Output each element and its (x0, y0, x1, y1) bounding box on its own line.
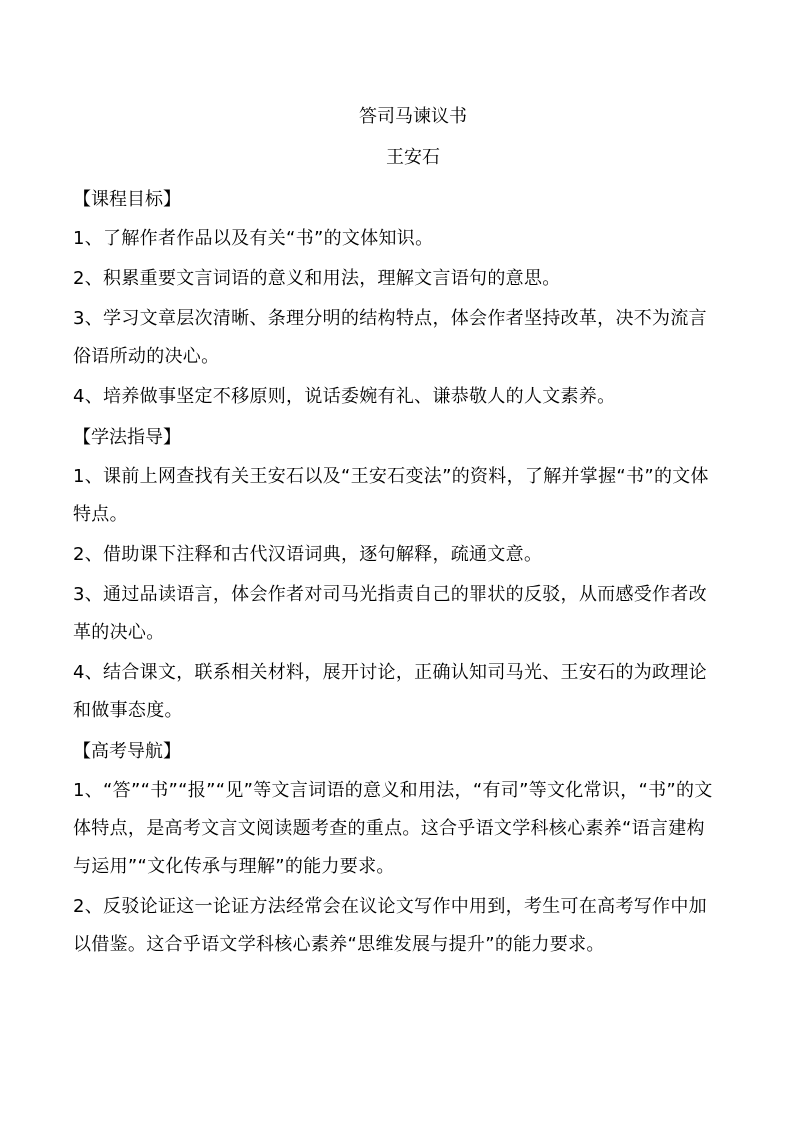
list-item: 1、课前上网查找有关王安石以及“王安石变法”的资料，了解并掌握“书”的文体特点。 (73, 466, 709, 525)
list-item: 4、结合课文，联系相关材料，展开讨论，正确认知司马光、王安石的为政理论和做事态度。 (73, 662, 707, 721)
list-item: 3、学习文章层次清晰、条理分明的结构特点，体会作者坚持改革，决不为流言俗语所动的决心。 (73, 308, 707, 367)
section-heading: 【学法指导】 (73, 427, 181, 448)
section-course-goals (73, 180, 723, 416)
list-item: 2、积累重要文言词语的意义和用法，理解文言语句的意思。 (73, 268, 561, 289)
section-heading: 【高考导航】 (73, 741, 181, 762)
document-title: 答司马谏议书 (359, 106, 467, 127)
list-item: 4、培养做事坚定不移原则，说话委婉有礼、谦恭敬人的人文素养。 (73, 386, 616, 407)
section-heading: 【课程目标】 (73, 189, 181, 210)
list-item: 2、反驳论证这一论证方法经常会在议论文写作中用到，考生可在高考写作中加以借鉴。这合乎语文学科核心素养“思维发展与提升”的能力要求。 (73, 896, 707, 955)
document-page (73, 98, 723, 966)
list-item: 3、通过品读语言，体会作者对司马光指责自己的罪状的反驳，从而感受作者改革的决心。 (73, 584, 707, 643)
list-item: 1、“答”“书”“报”“见”等文言词语的意义和用法，“有司”等文化常识，“书”的文体特点，是高考文言文阅读题考查的重点。这合乎语文学科核心素养“语言建构与运用”“文化传承与理解”的能力要求。 (73, 780, 713, 877)
section-exam-guide (73, 732, 723, 964)
section-study-guide (73, 418, 723, 730)
list-item: 2、借助课下注释和古代汉语词典，逐句解释，疏通文意。 (73, 544, 543, 565)
document-author: 王安石 (386, 147, 440, 168)
list-item: 1、了解作者作品以及有关“书”的文体知识。 (73, 228, 434, 249)
